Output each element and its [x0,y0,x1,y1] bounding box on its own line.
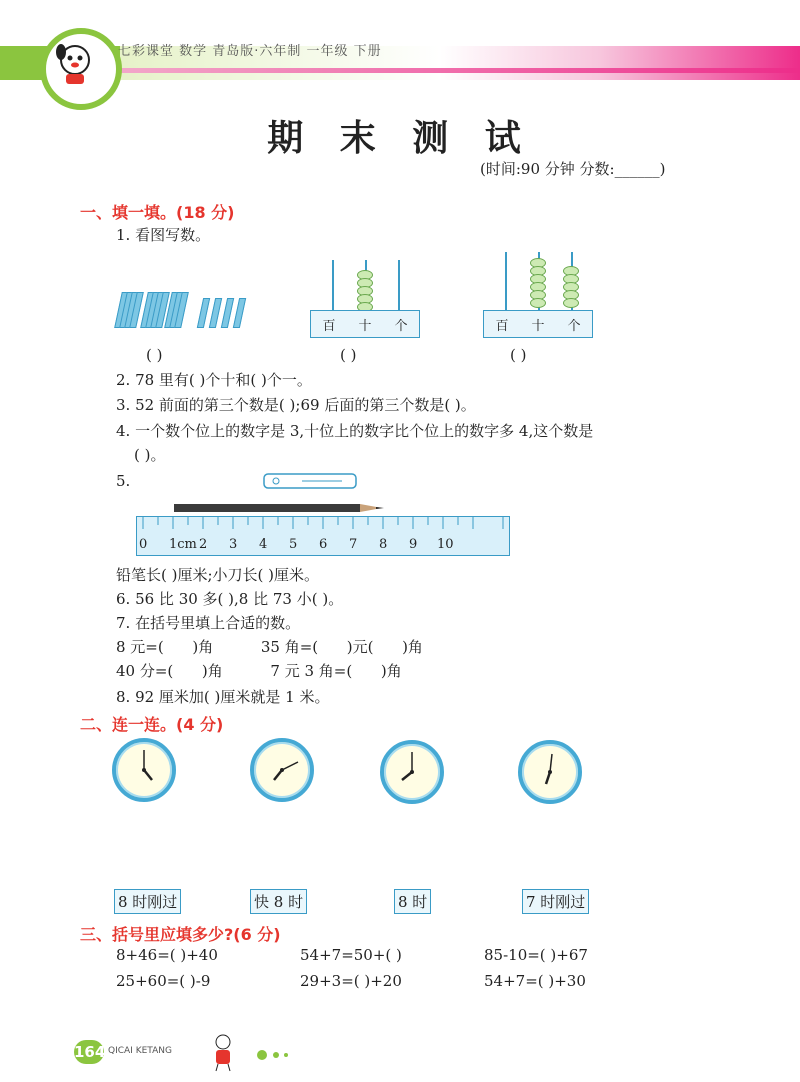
ruler-label-10: 10 [437,537,454,552]
equation-2-3: 54+7=( )+30 [484,972,586,990]
counting-sticks-image [110,288,260,334]
clock-4 [518,740,582,804]
question-2: 2. 78 里有( )个十和( )个一。 [116,371,312,389]
time-label-4[interactable]: 7 时刚过 [522,889,589,914]
question-8: 8. 92 厘米加( )厘米就是 1 米。 [116,688,330,706]
abacus-2-hundreds: 百 [495,318,509,334]
abacus-1-hundreds: 百 [322,318,336,334]
abacus-1 [310,256,422,338]
header-strip [120,68,800,73]
time-label-2[interactable]: 快 8 时 [250,889,307,914]
ruler-label-3: 3 [229,537,238,552]
pencil-image [172,500,388,514]
ruler-label-4: 4 [259,537,268,552]
ruler-label-1: 1cm [169,537,197,552]
clock-1 [112,738,176,802]
ruler-label-2: 2 [199,537,208,552]
page-number: 164 [74,1040,104,1064]
section-3-heading: 三、括号里应填多少?(6 分) [80,925,281,944]
answer-blank-abacus-1[interactable]: ( ) [340,346,357,364]
time-score-line: (时间:90 分钟 分数:______) [480,160,666,178]
ruler-label-9: 9 [409,537,418,552]
question-7-line-b: 40 分=( )角 7 元 3 角=( )角 [116,662,402,680]
question-6: 6. 56 比 30 多( ),8 比 73 小( )。 [116,590,344,608]
series-title: 七彩课堂 数学 青岛版·六年制 一年级 下册 [118,44,382,59]
footer-brand: QICAI KETANG [108,1046,172,1056]
abacus-2-tens: 十 [531,318,545,334]
question-4-line-2: ( )。 [134,446,166,464]
section-2-heading: 二、连一连。(4 分) [80,715,224,734]
time-label-1[interactable]: 8 时刚过 [114,889,181,914]
question-5-answer: 铅笔长( )厘米;小刀长( )厘米。 [116,566,319,584]
ruler [136,516,510,556]
knife-image [262,470,360,492]
abacus-1-tens: 十 [358,318,372,334]
question-3: 3. 52 前面的第三个数是( );69 后面的第三个数是( )。 [116,396,476,414]
mascot-logo [40,28,122,110]
equation-1-3: 85-10=( )+67 [484,946,588,964]
answer-blank-abacus-2[interactable]: ( ) [510,346,527,364]
ruler-ticks [137,517,509,535]
ruler-label-7: 7 [349,537,358,552]
question-1: 1. 看图写数。 [116,226,211,244]
question-4-line-1: 4. 一个数个位上的数字是 3,十位上的数字比个位上的数字多 4,这个数是 [116,422,594,440]
clock-3 [380,740,444,804]
footer-dots-icon [256,1046,296,1058]
page-title: 期 末 测 试 [267,118,533,159]
abacus-2 [483,252,595,338]
equation-2-2: 29+3=( )+20 [300,972,402,990]
ruler-label-0: 0 [139,537,148,552]
equation-1-1: 8+46=( )+40 [116,946,218,964]
answer-blank-sticks[interactable]: ( ) [146,346,163,364]
question-5: 5. [116,472,131,490]
footer-mascot-icon [208,1032,238,1072]
question-7-line-a: 8 元=( )角 35 角=( )元( )角 [116,638,423,656]
clock-2 [250,738,314,802]
abacus-1-ones: 个 [394,318,408,334]
ruler-label-6: 6 [319,537,328,552]
equation-1-2: 54+7=50+( ) [300,946,402,964]
section-1-heading: 一、填一填。(18 分) [80,203,235,222]
equation-2-1: 25+60=( )-9 [116,972,211,990]
abacus-2-ones: 个 [567,318,581,334]
ruler-label-5: 5 [289,537,298,552]
question-7: 7. 在括号里填上合适的数。 [116,614,301,632]
time-label-3[interactable]: 8 时 [394,889,431,914]
ruler-label-8: 8 [379,537,388,552]
